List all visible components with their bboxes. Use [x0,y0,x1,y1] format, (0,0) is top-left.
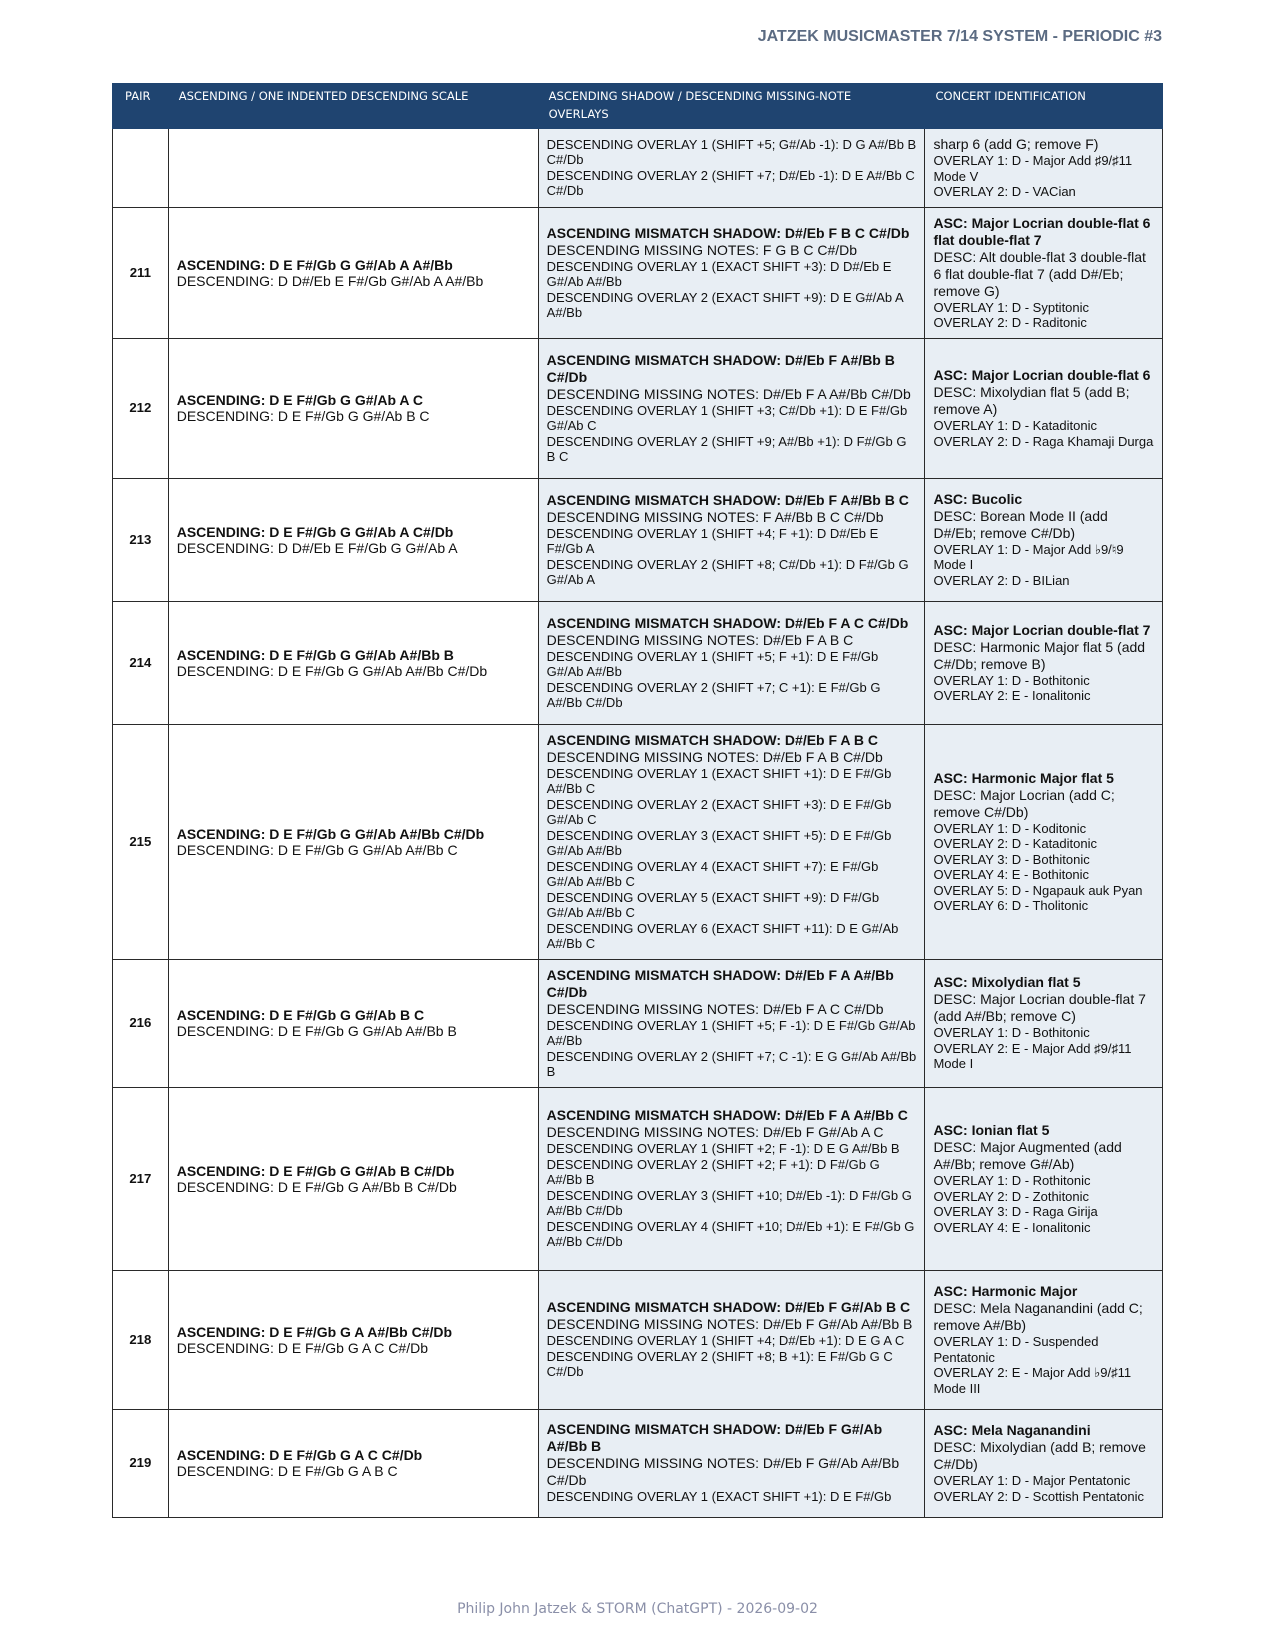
concert-cell [925,1270,1163,1409]
mismatch-shadow: ASCENDING MISMATCH SHADOW: D#/Eb F A A#/Bb C#/Db [546,966,894,1000]
missing-notes: DESCENDING MISSING NOTES: D#/Eb F A B C [546,631,854,648]
missing-notes: DESCENDING MISSING NOTES: F A#/Bb B C C#/Db [546,508,884,525]
overlay-line: DESCENDING OVERLAY 2 (SHIFT +8; C#/Db +1): D F#/Gb G G#/Ab A [546,556,909,587]
descending-scale: DESCENDING: D E F#/Gb G A#/Bb B C#/Db [176,1178,457,1195]
shadow-cell [538,1087,925,1270]
concert-overlay: OVERLAY 2: D - Scottish Pentatonic [933,1488,1144,1504]
overlay-line: DESCENDING OVERLAY 2 (EXACT SHIFT +3): D E F#/Gb G#/Ab C [546,796,892,827]
mismatch-shadow: ASCENDING MISMATCH SHADOW: D#/Eb F A#/Bb B C [546,491,909,508]
ascending-scale: ASCENDING: D E F#/Gb G G#/Ab A#/Bb C#/Db [176,825,485,842]
concert-overlay: OVERLAY 1: D - Bothitonic [933,672,1090,688]
shadow-cell [538,959,925,1087]
concert-cell [925,601,1163,724]
concert-asc: ASC: Bucolic [933,490,1023,507]
scale-cell [168,959,538,1087]
mismatch-shadow: ASCENDING MISMATCH SHADOW: D#/Eb F A A#/Bb C [546,1107,908,1124]
column-header-shadow: ASCENDING SHADOW / DESCENDING MISSING-NOTE OVERLAYS [538,84,925,129]
pair-number: 218 [113,1270,169,1409]
continuation-row [113,129,1163,208]
concert-overlay: OVERLAY 1: D - Bothitonic [933,1025,1090,1041]
mismatch-shadow: ASCENDING MISMATCH SHADOW: D#/Eb F B C C#/Db [546,224,910,241]
descending-scale: DESCENDING: D D#/Eb E F#/Gb G#/Ab A A#/Bb [176,272,484,289]
mismatch-shadow: ASCENDING MISMATCH SHADOW: D#/Eb F A C C#/Db [546,614,909,631]
ascending-scale: ASCENDING: D E F#/Gb G G#/Ab A C [176,392,424,408]
overlay-line: DESCENDING OVERLAY 1 (SHIFT +5; F +1): D E F#/Gb G#/Ab A#/Bb [546,648,879,679]
concert-desc: DESC: Alt double-flat 3 double-flat 6 flat double-flat 7 (add D#/Eb; remove G) [933,248,1146,299]
overlay-line: DESCENDING OVERLAY 4 (SHIFT +10; D#/Eb +1): E F#/Gb G A#/Bb C#/Db [546,1218,915,1250]
descending-scale: DESCENDING: D E F#/Gb G G#/Ab A#/Bb C#/Db [176,662,488,679]
concert-cell [925,959,1163,1087]
descending-scale: DESCENDING: D E F#/Gb G A B C [176,1463,398,1479]
descending-scale: DESCENDING: D E F#/Gb G G#/Ab A#/Bb B [176,1023,457,1039]
concert-overlay: OVERLAY 1: D - Major Add ♯9/♯11 Mode V [933,153,1133,184]
concert-overlay: OVERLAY 2: E - Major Add ♯9/♯11 Mode I [933,1040,1132,1072]
concert-overlay: OVERLAY 1: D - Rothitonic [933,1173,1091,1188]
concert-asc: ASC: Ionian flat 5 [933,1122,1050,1138]
overlay-line: DESCENDING OVERLAY 1 (EXACT SHIFT +1): D E F#/Gb A#/Bb C [546,765,892,796]
scale-pairs-table [112,83,1163,1518]
concert-cell [925,129,1163,208]
ascending-scale: ASCENDING: D E F#/Gb G A A#/Bb C#/Db [176,1323,453,1340]
overlay-line: DESCENDING OVERLAY 1 (SHIFT +5; G#/Ab -1): D G A#/Bb B C#/Db [546,136,917,168]
scale-cell [168,1409,538,1517]
shadow-cell [538,1270,925,1409]
shadow-cell [538,129,925,208]
overlay-line: DESCENDING OVERLAY 1 (EXACT SHIFT +1): D E F#/Gb [546,1489,892,1505]
overlay-line: DESCENDING OVERLAY 1 (SHIFT +3; C#/Db +1): D E F#/Gb G#/Ab C [546,402,908,433]
ascending-scale: ASCENDING: D E F#/Gb G G#/Ab B C#/Db [176,1162,455,1179]
scale-cell [168,207,538,338]
concert-asc: ASC: Major Locrian double-flat 6 flat double-flat 7 [933,214,1151,248]
concert-asc: ASC: Mela Naganandini [933,1422,1091,1438]
concert-cell [925,478,1163,601]
table-row [113,959,1163,1087]
overlay-line: DESCENDING OVERLAY 4 (EXACT SHIFT +7): E F#/Gb G#/Ab A#/Bb C [546,858,879,889]
column-header-ascending: ASCENDING / ONE INDENTED DESCENDING SCALE [168,84,538,129]
concert-desc: DESC: Major Locrian double-flat 7 (add A#/Bb; remove C) [933,991,1146,1025]
concert-overlay: OVERLAY 1: D - Suspended Pentatonic [933,1334,1099,1365]
pair-number: 219 [113,1409,169,1517]
concert-overlay: OVERLAY 2: D - BILian [933,572,1070,588]
pair-number: 213 [113,478,169,601]
mismatch-shadow: ASCENDING MISMATCH SHADOW: D#/Eb F G#/Ab A#/Bb B [546,1421,883,1455]
ascending-scale: ASCENDING: D E F#/Gb G G#/Ab A C#/Db [176,523,454,540]
concert-desc: DESC: Mixolydian flat 5 (add B; remove A) [933,384,1130,417]
overlay-line: DESCENDING OVERLAY 2 (SHIFT +9; A#/Bb +1): D F#/Gb G B C [546,433,907,464]
overlay-line: DESCENDING OVERLAY 5 (EXACT SHIFT +9): D F#/Gb G#/Ab A#/Bb C [546,889,880,920]
scale-cell [168,338,538,478]
concert-asc: ASC: Major Locrian double-flat 7 [933,621,1151,638]
table-row [113,207,1163,338]
table-row [113,338,1163,478]
concert-overlay: OVERLAY 2: D - Raditonic [933,315,1087,330]
mismatch-shadow: ASCENDING MISMATCH SHADOW: D#/Eb F A B C [546,731,879,748]
concert-overlay: OVERLAY 2: D - Raga Khamaji Durga [933,433,1154,449]
concert-overlay: OVERLAY 6: D - Tholitonic [933,898,1089,913]
overlay-line: DESCENDING OVERLAY 2 (SHIFT +7; D#/Eb -1): D E A#/Bb C C#/Db [546,167,915,199]
scale-cell [168,601,538,724]
concert-overlay: OVERLAY 5: D - Ngapauk auk Pyan [933,882,1143,898]
concert-overlay: OVERLAY 4: E - Ionalitonic [933,1219,1091,1235]
table-row [113,1270,1163,1409]
missing-notes: DESCENDING MISSING NOTES: D#/Eb F G#/Ab A C [546,1124,884,1141]
shadow-cell [538,207,925,338]
scale-cell [168,724,538,959]
concert-overlay: OVERLAY 2: D - VACian [933,184,1076,199]
concert-cell [925,338,1163,478]
pair-number: 216 [113,959,169,1087]
scale-cell [168,1270,538,1409]
concert-overlay: OVERLAY 1: D - Major Add ♭9/♮9 Mode I [933,541,1124,573]
missing-notes: DESCENDING MISSING NOTES: D#/Eb F A A#/Bb C#/Db [546,385,911,402]
concert-overlay: OVERLAY 2: E - Ionalitonic [933,688,1091,703]
page-footer: Philip John Jatzek & STORM (ChatGPT) - 2026-09-02 [457,1601,818,1617]
ascending-scale: ASCENDING: D E F#/Gb G G#/Ab A#/Bb B [176,646,454,663]
concert-overlay: OVERLAY 4: E - Bothitonic [933,867,1090,882]
overlay-line: DESCENDING OVERLAY 1 (SHIFT +5; F -1): D E F#/Gb G#/Ab A#/Bb [546,1017,916,1048]
table-header-row [113,84,1163,129]
concert-overlay: OVERLAY 3: D - Raga Girija [933,1204,1098,1219]
concert-cell [925,207,1163,338]
table-row [113,1409,1163,1517]
missing-notes: DESCENDING MISSING NOTES: D#/Eb F A C C#/Db [546,1000,884,1017]
missing-notes: DESCENDING MISSING NOTES: F G B C C#/Db [546,241,858,258]
overlay-line: DESCENDING OVERLAY 2 (SHIFT +8; B +1): E F#/Gb G C C#/Db [546,1348,893,1380]
column-header-pair: PAIR [113,84,169,129]
concert-asc: ASC: Mixolydian flat 5 [933,974,1081,991]
concert-overlay: OVERLAY 2: D - Kataditonic [933,836,1097,851]
overlay-line: DESCENDING OVERLAY 1 (SHIFT +4; F +1): D D#/Eb E F#/Gb A [546,525,879,556]
pair-number: 214 [113,601,169,724]
concert-desc: DESC: Harmonic Major flat 5 (add C#/Db; remove B) [933,638,1146,672]
concert-overlay: OVERLAY 1: D - Kataditonic [933,418,1097,433]
concert-overlay: OVERLAY 1: D - Syptitonic [933,299,1090,315]
missing-notes: DESCENDING MISSING NOTES: D#/Eb F A B C#/Db [546,748,883,765]
concert-desc: DESC: Mixolydian (add B; remove C#/Db) [933,1439,1146,1472]
concert-cell [925,1087,1163,1270]
scale-cell [168,129,538,208]
mismatch-shadow: ASCENDING MISMATCH SHADOW: D#/Eb F G#/Ab B C [546,1299,911,1316]
concert-desc: DESC: Borean Mode II (add D#/Eb; remove C#/Db) [933,507,1108,541]
ascending-scale: ASCENDING: D E F#/Gb G G#/Ab B C [176,1007,425,1023]
table-row [113,601,1163,724]
descending-scale: DESCENDING: D E F#/Gb G G#/Ab B C [176,408,430,424]
missing-notes: DESCENDING MISSING NOTES: D#/Eb F G#/Ab A#/Bb B [546,1316,913,1333]
overlay-line: DESCENDING OVERLAY 1 (EXACT SHIFT +3): D D#/Eb E G#/Ab A#/Bb [546,258,892,289]
concert-overlay: OVERLAY 2: D - Zothitonic [933,1188,1090,1204]
overlay-line: DESCENDING OVERLAY 1 (SHIFT +4; D#/Eb +1): D E G A C [546,1333,905,1349]
concert-overlay: OVERLAY 2: E - Major Add ♭9/♯11 Mode III [933,1365,1132,1396]
column-header-concert: CONCERT IDENTIFICATION [925,84,1163,129]
overlay-line: DESCENDING OVERLAY 2 (SHIFT +7; C +1): E F#/Gb G A#/Bb C#/Db [546,679,881,710]
descending-scale: DESCENDING: D E F#/Gb G A C C#/Db [176,1339,428,1356]
concert-cell [925,1409,1163,1517]
mismatch-shadow: ASCENDING MISMATCH SHADOW: D#/Eb F A#/Bb B C#/Db [546,351,895,385]
pair-number: 211 [113,207,169,338]
table-row [113,478,1163,601]
shadow-cell [538,478,925,601]
overlay-line: DESCENDING OVERLAY 3 (EXACT SHIFT +5): D E F#/Gb G#/Ab A#/Bb [546,827,892,858]
scale-cell [168,1087,538,1270]
concert-desc: DESC: Mela Naganandini (add C; remove A#/Bb) [933,1300,1143,1333]
concert-asc: ASC: Major Locrian double-flat 6 [933,367,1151,383]
shadow-cell [538,338,925,478]
pair-number: 212 [113,338,169,478]
pair-number: 217 [113,1087,169,1270]
concert-desc: DESC: Major Augmented (add A#/Bb; remove G#/Ab) [933,1139,1122,1172]
shadow-cell [538,1409,925,1517]
shadow-cell [538,724,925,959]
missing-notes: DESCENDING MISSING NOTES: D#/Eb F G#/Ab A#/Bb C#/Db [546,1455,900,1489]
concert-cell [925,724,1163,959]
ascending-scale: ASCENDING: D E F#/Gb G G#/Ab A A#/Bb [176,256,453,273]
concert-asc: ASC: Harmonic Major [933,1283,1078,1299]
pair-number: 215 [113,724,169,959]
concert-asc: ASC: Harmonic Major flat 5 [933,769,1114,786]
concert-overlay: OVERLAY 1: D - Major Pentatonic [933,1473,1131,1488]
overlay-line: DESCENDING OVERLAY 1 (SHIFT +2; F -1): D E G A#/Bb B [546,1141,900,1157]
descending-scale: DESCENDING: D E F#/Gb G G#/Ab A#/Bb C [176,841,458,858]
overlay-line: DESCENDING OVERLAY 2 (SHIFT +7; C -1): E G G#/Ab A#/Bb B [546,1048,917,1079]
table-row [113,1087,1163,1270]
page-title: JATZEK MUSICMASTER 7/14 SYSTEM - PERIODIC #3 [757,28,1162,45]
concert-desc: DESC: Major Locrian (add C; remove C#/Db) [933,786,1115,820]
concert-overlay: OVERLAY 3: D - Bothitonic [933,851,1090,867]
concert-overlay: OVERLAY 1: D - Koditonic [933,820,1087,836]
concert-desc: sharp 6 (add G; remove F) [933,136,1099,152]
descending-scale: DESCENDING: D D#/Eb E F#/Gb G G#/Ab A [176,539,458,556]
overlay-line: DESCENDING OVERLAY 2 (EXACT SHIFT +9): D E G#/Ab A A#/Bb [546,289,903,320]
overlay-line: DESCENDING OVERLAY 2 (SHIFT +2; F +1): D F#/Gb G A#/Bb B [546,1156,880,1188]
overlay-line: DESCENDING OVERLAY 3 (SHIFT +10; D#/Eb -1): D F#/Gb G A#/Bb C#/Db [546,1187,912,1219]
overlay-line: DESCENDING OVERLAY 6 (EXACT SHIFT +11): D E G#/Ab A#/Bb C [546,920,899,951]
ascending-scale: ASCENDING: D E F#/Gb G A C C#/Db [176,1447,423,1463]
shadow-cell [538,601,925,724]
scale-cell [168,478,538,601]
pair-cell [113,129,169,208]
table-row [113,724,1163,959]
